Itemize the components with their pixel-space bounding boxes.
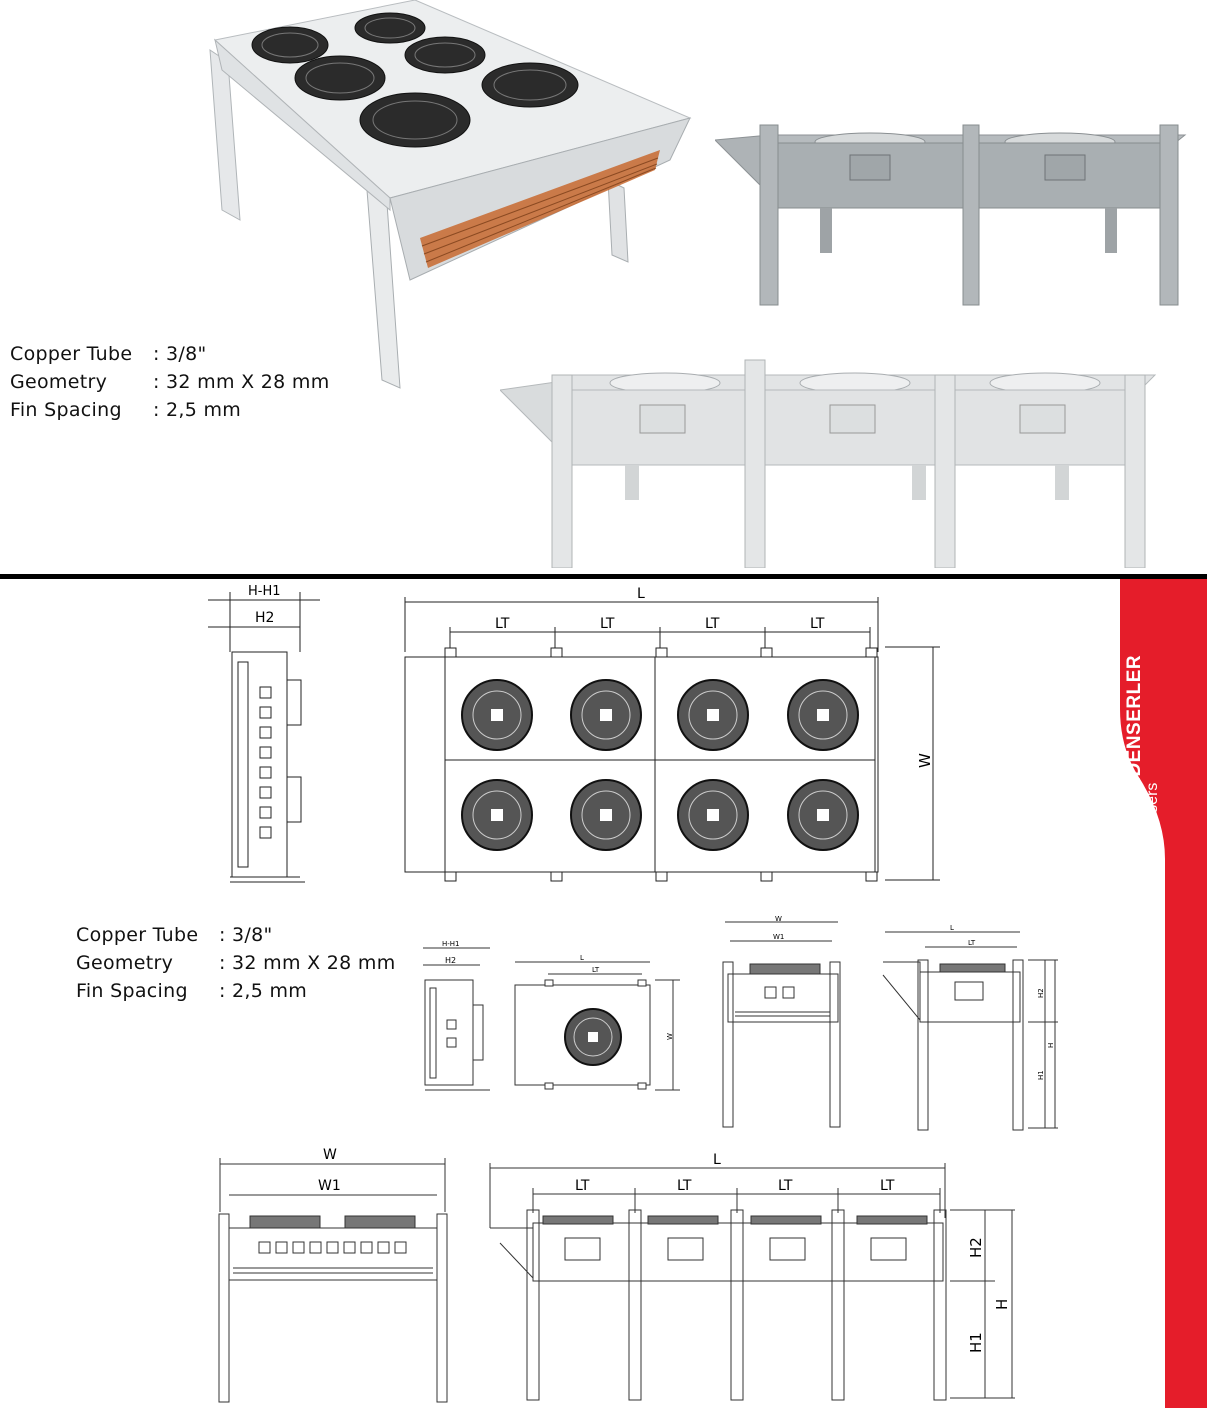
banner-subtitle: Universal Condensers [1144,782,1161,940]
drawing-end-view-small [880,920,1060,1132]
spec-value: : 3/8" [153,343,207,365]
dim-lt: LT [592,966,600,974]
dim-lt: LT [705,616,720,632]
dim-h2: H2 [967,1237,985,1258]
spec-value: : 2,5 mm [153,399,242,421]
dim-h1: H1 [1037,1070,1045,1080]
drawing-front-view-small [720,912,845,1130]
dim-w: W [775,915,782,923]
dim-h2: H2 [445,956,457,965]
dim-h-h1: H-H1 [248,584,281,599]
dim-w: W [666,1033,674,1040]
dim-h2: H2 [1037,988,1045,998]
drawing-end-view-large [485,1148,1025,1403]
dim-h-h1: H-H1 [442,940,460,948]
dim-lt: LT [495,616,510,632]
dim-l: L [637,586,645,602]
dim-w: W [916,753,934,768]
dim-lt: LT [778,1178,793,1194]
specs-bottom [76,921,396,1005]
drawing-top-view-1fan [510,950,685,1095]
dim-lt: LT [880,1178,895,1194]
condenser-photo-two-fan [715,115,1195,310]
side-banner-title [1124,655,1162,940]
dim-h: H [993,1298,1011,1310]
condenser-photo-three-fan [500,350,1170,568]
dim-lt: LT [600,616,615,632]
dim-l: L [580,954,584,962]
condenser-photo-fans-up [200,0,700,390]
drawing-front-view-large [215,1142,450,1404]
spec-label: Copper Tube [10,343,133,365]
spec-label: Fin Spacing [10,399,122,421]
dim-lt: LT [575,1178,590,1194]
drawing-side-view-large [200,582,330,887]
dim-w1: W1 [773,933,785,941]
dim-l: L [950,924,954,932]
spec-value: : 2,5 mm [219,980,308,1002]
spec-label: Geometry [10,371,108,393]
dim-h1: H1 [967,1332,985,1353]
dim-h: H [1047,1042,1055,1048]
spec-value: : 32 mm X 28 mm [153,371,330,393]
spec-value: : 32 mm X 28 mm [219,952,396,974]
dim-l: L [713,1152,721,1168]
dim-w: W [323,1147,337,1163]
spec-label: Fin Spacing [76,980,188,1002]
spec-label: Copper Tube [76,924,199,946]
spec-label: Geometry [76,952,174,974]
drawing-side-view-small [420,940,495,1095]
dim-lt: LT [810,616,825,632]
spec-value: : 3/8" [219,924,273,946]
section-divider [0,574,1207,579]
dim-lt: LT [677,1178,692,1194]
dim-h2: H2 [255,610,275,626]
specs-top [10,340,330,424]
drawing-top-view-8fan [400,582,945,887]
dim-w1: W1 [318,1178,341,1194]
dim-lt: LT [968,939,976,947]
banner-title: UNİVERSAL KONDENSERLER [1124,654,1145,940]
